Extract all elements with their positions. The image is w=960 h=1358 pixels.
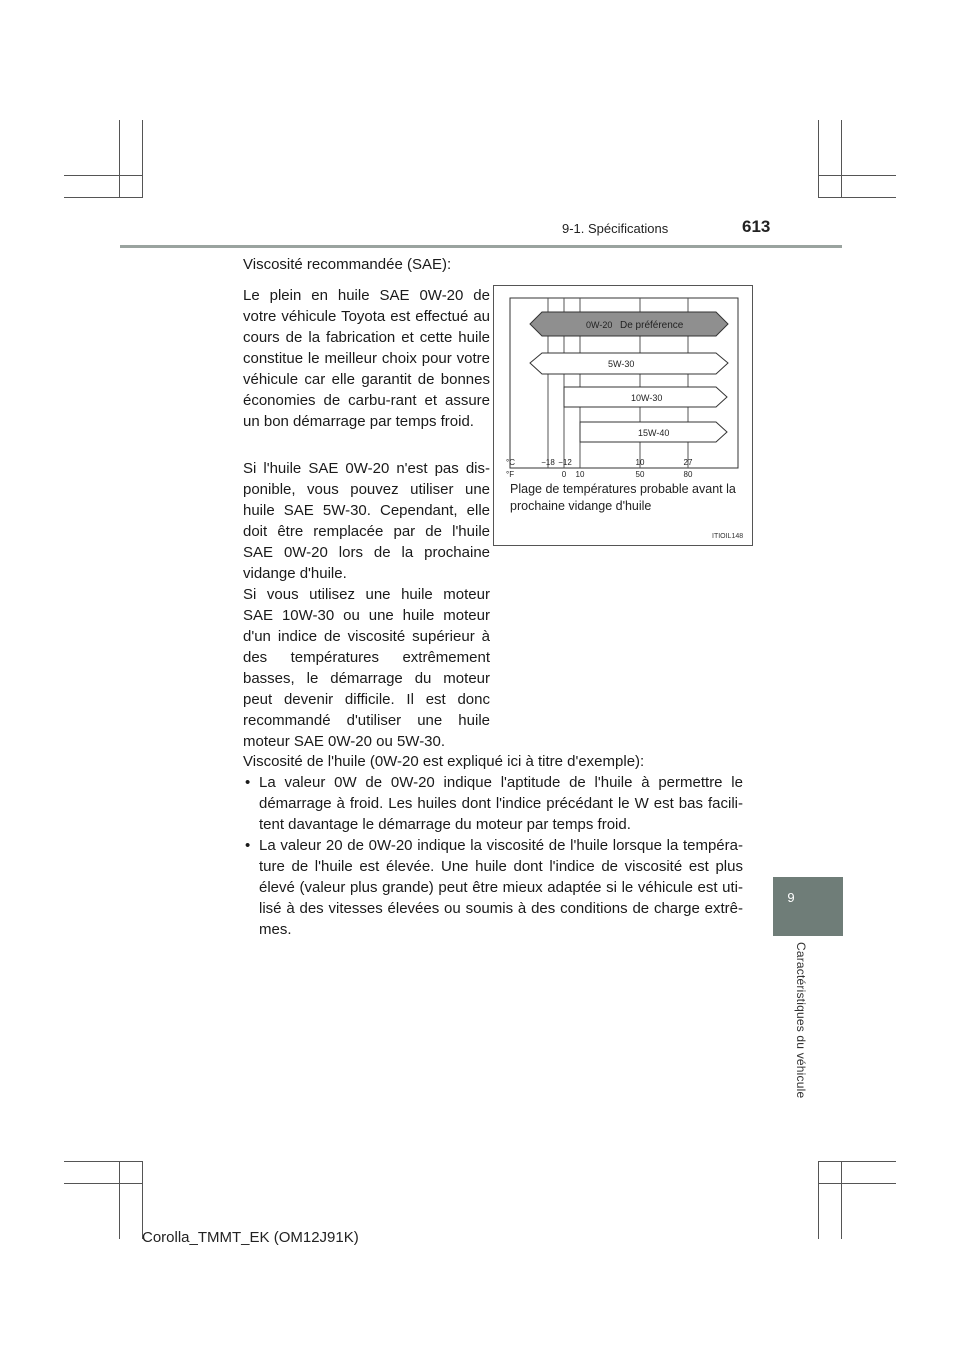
crop-mark [818,1161,819,1239]
tick-label-f: 50 [635,470,645,479]
axis-unit-celsius: °C [506,458,515,467]
paragraph-5w30: Si l'huile SAE 0W-20 n'est pas dis-ponible, vous pouvez utiliser une huile SAE 5W-30. Cependant, elle doit être remplacée par de l'huile SAE 0W-20 lors de la prochaine vidange d'huile. [243,460,490,582]
paragraph-factory-fill: Le plein en huile SAE 0W-20 de votre véhicule Toyota est effectué au cours de la fabrication et cette huile constitue le meilleur choix pour votre véhicule car elle garantit de bonnes économies de carbu-rant et assure un bon démarrage par temps froid. [243,287,490,430]
bar-0w20-note: De préférence [620,320,684,331]
figure-code: ITIOIL148 [712,533,744,540]
page-number: 613 [742,217,771,236]
crop-mark [119,120,120,198]
tick-label-c: 27 [683,458,693,467]
bullet-icon: • [245,837,251,854]
crop-mark [818,1183,896,1184]
chapter-tab [773,877,843,936]
viscosity-bullet-list [243,772,743,940]
section-title: 9-1. Spécifications [562,221,669,236]
crop-mark [64,1183,142,1184]
crop-mark [841,1161,842,1239]
viscosity-figure [493,285,753,546]
axis-unit-fahrenheit: °F [506,470,515,479]
tick-label-c: −18 [541,458,555,467]
crop-mark [64,197,142,198]
chapter-label: Caractéristiques du véhicule [794,942,808,1099]
bar-15w40-grade: 15W-40 [638,428,670,438]
crop-mark [119,1161,120,1239]
list-item: • La valeur 20 de 0W-20 indique la viscosité de l'huile lorsque la tempéra-ture de l'huile est élevée. Une huile dont l'indice de viscosité est plus élevé (valeur plus grande) peut être mieux adaptée si le véhicule est uti-lisé à des vitesses élevées ou soumis à des conditions de charge extrê-mes. [245,837,743,938]
crop-mark [818,1161,896,1162]
crop-mark [818,120,819,198]
paragraph-alternatives [243,458,490,752]
crop-mark [64,175,142,176]
chapter-number: 9 [787,890,795,905]
tick-label-c: 10 [635,458,645,467]
tick-label-f: 0 [561,470,567,479]
crop-mark [818,197,896,198]
tick-label-c: −12 [558,458,572,467]
crop-mark [142,120,143,198]
list-item: • La valeur 0W de 0W-20 indique l'aptitude de l'huile à permettre le démarrage à froid. Les huiles dont l'indice précédant le W est bas facili-tent davantage le démarrage du moteur par temps froid. [245,774,743,833]
crop-mark [841,120,842,198]
bullet-icon: • [245,774,251,791]
crop-mark [142,1161,143,1239]
paragraph-10w30: Si vous utilisez une huile moteur SAE 10W-30 ou une huile moteur d'un indice de viscosité supérieur à des températures extrêmement basses, le démarrage du moteur peut devenir difficile. Il est donc recommandé d'utiliser une huile moteur SAE 0W-20 ou 5W-30. [243,586,490,750]
tick-label-f: 80 [683,470,693,479]
recommended-viscosity-heading: Viscosité recommandée (SAE): [243,256,452,273]
tick-label-f: 10 [575,470,585,479]
figure-caption: Plage de températures probable avant la prochaine vidange d'huile [510,482,736,513]
footer-model-code: Corolla_TMMT_EK (OM12J91K) [142,1229,359,1246]
header-rule [120,245,842,248]
bar-10w30-grade: 10W-30 [631,393,663,403]
crop-mark [818,175,896,176]
bar-0w20-grade: 0W-20 [586,320,613,330]
viscosity-explanation-intro: Viscosité de l'huile (0W-20 est expliqué ici à titre d'exemple): [243,753,645,770]
bar-5w30-grade: 5W-30 [608,359,635,369]
crop-mark [64,1161,142,1162]
